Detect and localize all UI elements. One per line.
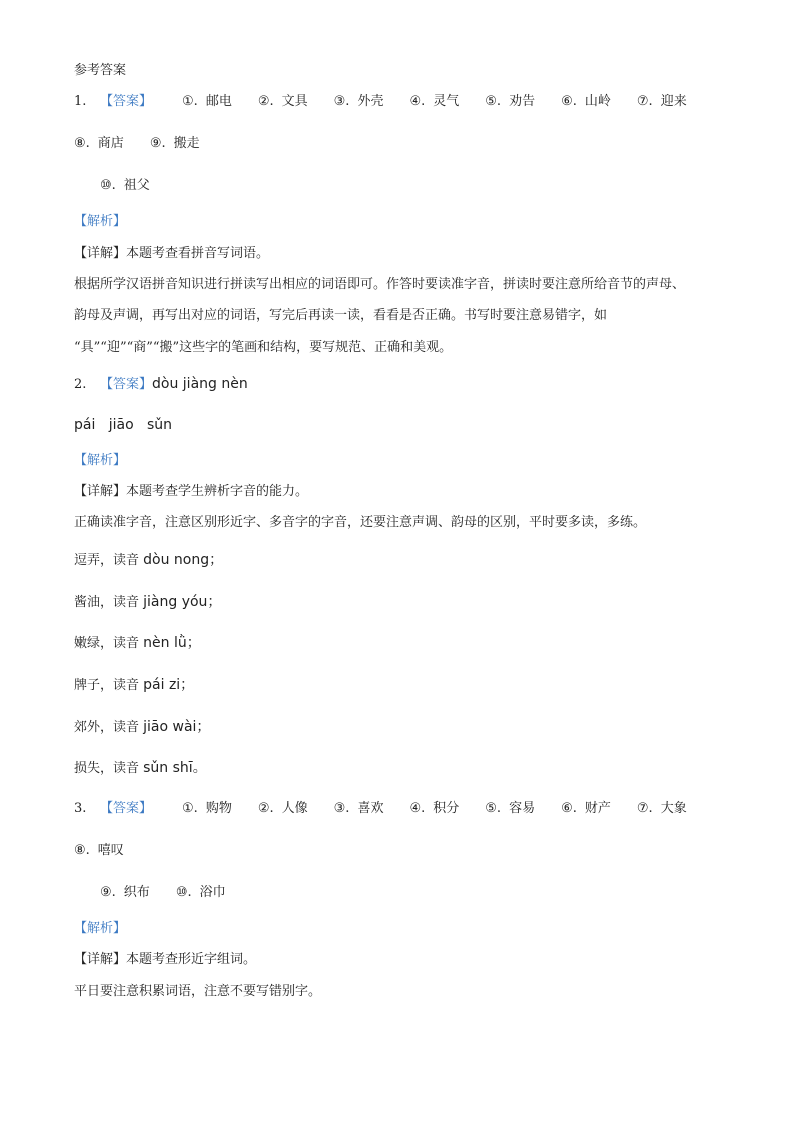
answer-item-word: 邮电 (205, 94, 232, 109)
answer-item-marker: ⑥. (561, 801, 577, 816)
q1-paragraph-1: 根据所学汉语拼音知识进行拼读写出相应的词语即可。作答时要读准字音，拼读时要注意所给音节的声母、 (74, 277, 686, 292)
answer-item-word: 嘻叹 (97, 843, 124, 858)
q3-analysis-tag: 【解析】 (74, 921, 127, 936)
q3-number: 3. (74, 801, 87, 816)
answer-item-marker: ⑨. (149, 136, 166, 151)
reading-pinyin: pái zi； (143, 677, 195, 693)
q3-row3-items (100, 885, 252, 900)
q3-answer-row-3 (100, 883, 252, 903)
answer-item-marker: ②. (257, 801, 274, 816)
reading-pinyin: nèn lǜ； (143, 635, 201, 651)
answer-item-word: 山岭 (584, 94, 611, 109)
q1-answer-row-2 (74, 134, 226, 154)
answer-item (182, 92, 232, 112)
q2-answer-pinyin-1: dòu jiàng nèn (152, 376, 248, 392)
page-heading: 参考答案 (74, 63, 127, 78)
q2-analysis-tag: 【解析】 (74, 453, 127, 468)
answer-item-marker: ⑤. (485, 94, 502, 109)
answer-item-marker: ⑩. (100, 178, 116, 193)
answer-item-marker: ①. (182, 94, 198, 109)
reading-pinyin: jiāo wài； (143, 719, 211, 735)
q2-reading-5 (74, 717, 210, 738)
q3-detail: 【详解】本题考查形近字组词。 (74, 952, 257, 967)
q1-row2-items (74, 136, 226, 151)
q2-reading-1 (74, 550, 223, 571)
answer-item-marker: ④. (409, 801, 426, 816)
reading-word: 损失，读音 (74, 761, 144, 776)
q1-answer-row-3 (100, 176, 176, 196)
answer-item-word: 迎来 (660, 94, 687, 109)
reading-word: 嫩绿，读音 (74, 636, 144, 651)
q2-reading-2 (74, 592, 221, 613)
q1-analysis-tag: 【解析】 (74, 214, 127, 229)
q2-reading-6 (74, 758, 207, 779)
answer-item-marker: ③. (333, 94, 350, 109)
q2-reading-4 (74, 675, 194, 696)
answer-item-word: 劝告 (509, 94, 536, 109)
q1-answer-row (74, 92, 713, 112)
q1-paragraph-3: “具”“迎”“商”“搬”这些字的笔画和结构，要写规范、正确和美观。 (74, 340, 453, 355)
answer-item (637, 92, 687, 112)
answer-item (258, 799, 308, 819)
answer-item-marker: ⑨. (100, 885, 116, 900)
answer-item-word: 容易 (509, 801, 536, 816)
answer-item (74, 841, 124, 861)
answer-item-word: 大象 (660, 801, 687, 816)
answer-item-marker: ④. (409, 94, 426, 109)
answer-item (561, 92, 611, 112)
q2-detail: 【详解】本题考查学生辨析字音的能力。 (74, 484, 309, 499)
q2-answer-pinyin-2: pái jiāo sǔn (74, 417, 173, 433)
q3-paragraph-1: 平日要注意积累词语，注意不要写错别字。 (74, 984, 322, 999)
answer-item (409, 799, 459, 819)
q1-number: 1. (74, 94, 87, 109)
q1-row1-items (182, 94, 713, 109)
answer-item-word: 外壳 (357, 94, 384, 109)
reading-pinyin: sǔn shī。 (143, 760, 207, 776)
answer-item (561, 799, 611, 819)
answer-item-marker: ⑩. (175, 885, 192, 900)
answer-item (182, 799, 232, 819)
q3-answer-row-2 (74, 841, 150, 861)
answer-item (258, 92, 308, 112)
answer-item-marker: ⑦. (636, 801, 653, 816)
q2-answer-row (74, 374, 248, 395)
answer-item (485, 799, 535, 819)
q1-paragraph-2: 韵母及声调，再写出对应的词语，写完后再读一读，看看是否正确。书写时要注意易错字，如 (74, 308, 608, 323)
q3-answer-row (74, 799, 713, 819)
answer-item (176, 883, 226, 903)
answer-item (100, 883, 150, 903)
reading-pinyin: dòu nong； (143, 552, 224, 568)
q1-answer-tag: 【答案】 (100, 94, 153, 109)
q2-number: 2. (74, 377, 87, 392)
answer-item-word: 文具 (281, 94, 308, 109)
answer-item-word: 搬走 (173, 136, 200, 151)
answer-item-word: 财产 (584, 801, 611, 816)
answer-item-marker: ⑧. (74, 136, 90, 151)
q3-row2-items (74, 843, 150, 858)
answer-item-marker: ⑦. (636, 94, 653, 109)
answer-item-marker: ②. (257, 94, 274, 109)
answer-item-word: 人像 (281, 801, 308, 816)
answer-item (637, 799, 687, 819)
answer-item-marker: ③. (333, 801, 350, 816)
q2-answer-tag: 【答案】 (100, 377, 153, 392)
answer-item-word: 浴巾 (199, 885, 226, 900)
answer-item (150, 134, 200, 154)
answer-item-word: 祖父 (123, 178, 150, 193)
q3-answer-tag: 【答案】 (100, 801, 153, 816)
answer-item-word: 积分 (433, 801, 460, 816)
q1-row3-items (100, 178, 176, 193)
q1-detail: 【详解】本题考查看拼音写词语。 (74, 246, 270, 261)
answer-item-word: 灵气 (433, 94, 460, 109)
q2-reading-3 (74, 633, 201, 654)
answer-item-marker: ⑧. (74, 843, 90, 858)
reading-word: 逗弄，读音 (74, 553, 144, 568)
answer-item-word: 商店 (97, 136, 124, 151)
answer-item-marker: ⑥. (561, 94, 577, 109)
q2-paragraph-1: 正确读准字音，注意区别形近字、多音字的字音，还要注意声调、韵母的区别，平时要多读，多练。 (74, 515, 647, 530)
answer-item (74, 134, 124, 154)
answer-item-marker: ①. (182, 801, 198, 816)
reading-word: 郊外，读音 (74, 720, 144, 735)
answer-item-word: 喜欢 (357, 801, 384, 816)
answer-item (100, 176, 150, 196)
reading-pinyin: jiàng yóu； (143, 594, 222, 610)
answer-item-word: 购物 (205, 801, 232, 816)
answer-item-marker: ⑤. (485, 801, 502, 816)
answer-item (334, 92, 384, 112)
answer-item (409, 92, 459, 112)
answer-item (485, 92, 535, 112)
answer-item (334, 799, 384, 819)
q3-row1-items (182, 801, 713, 816)
answer-item-word: 织布 (123, 885, 150, 900)
reading-word: 酱油，读音 (74, 595, 144, 610)
reading-word: 牌子，读音 (74, 678, 144, 693)
